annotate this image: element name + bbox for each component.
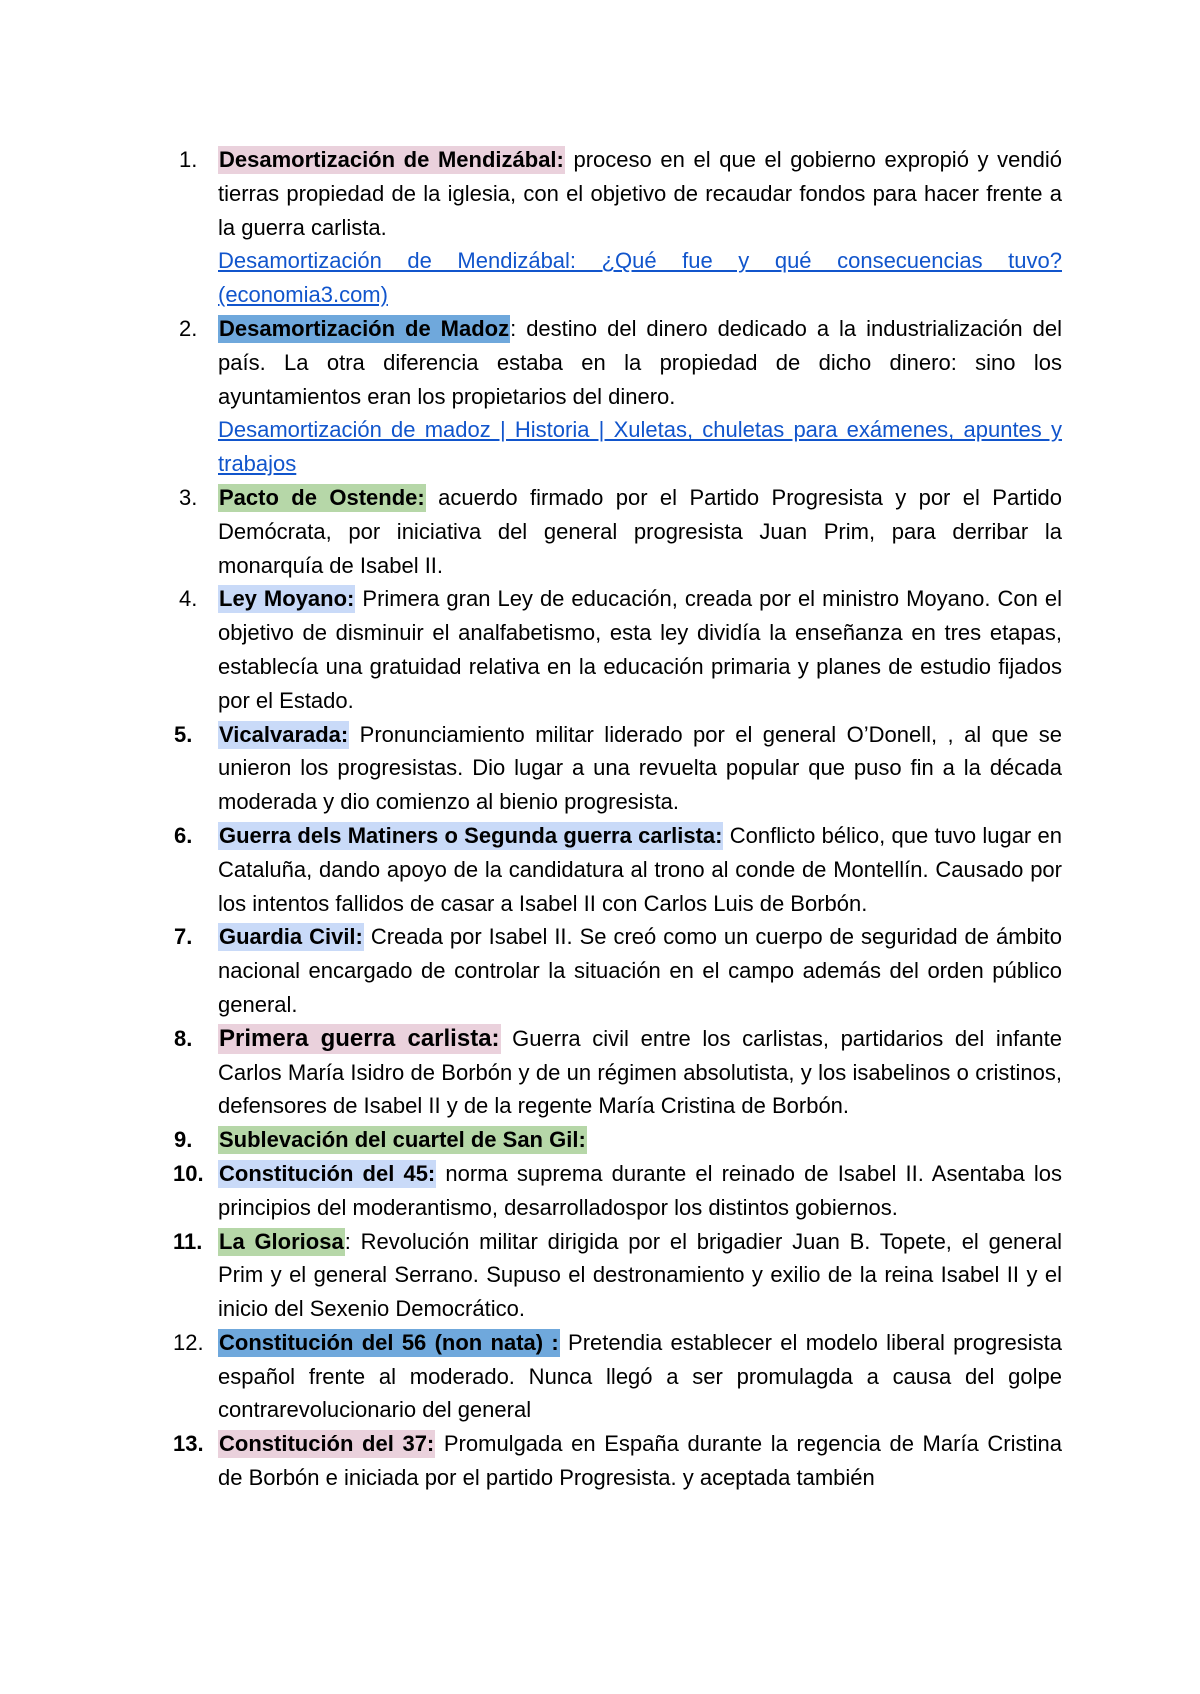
term-highlight: Pacto de Ostende: <box>219 484 425 510</box>
document-body <box>0 143 1200 1495</box>
term-highlight: Guardia Civil: <box>219 924 363 950</box>
term-highlight: Vicalvarada: <box>219 721 349 747</box>
list-item <box>173 1326 1062 1427</box>
list-item <box>179 143 1062 312</box>
term-highlight: Constitución del 37: <box>219 1431 435 1457</box>
item-number: 3. <box>179 484 198 510</box>
list-item <box>173 1225 1062 1326</box>
list-item <box>174 1022 1062 1123</box>
item-definition: : destino del dinero dedicado a la industrialización del país. La otra diferencia estaba en la propiedad de dicho dinero: sino los ayuntamientos eran los propietarios del dinero. <box>218 315 1062 409</box>
item-definition: : Revolución militar dirigida por el brigadier Juan B. Topete, el general Prim y el general Serrano. Supuso el destronamiento y exilio de la reina Isabel II y el inicio del Sexenio Democrático. <box>218 1228 1062 1322</box>
item-number: 12. <box>173 1329 204 1355</box>
term-highlight: Sublevación del cuartel de San Gil: <box>219 1127 586 1153</box>
term-highlight: Constitución del 56 (non nata) : <box>219 1329 559 1355</box>
term-highlight: Guerra dels Matiners o Segunda guerra carlista: <box>219 822 723 848</box>
item-number: 1. <box>179 147 198 172</box>
item-definition: Pretendia establecer el modelo liberal progresista español frente al moderado. Nunca llegó a ser promulagda a causa del golpe contrarevolucionario del general <box>218 1329 1062 1423</box>
item-definition: proceso en el que el gobierno expropió y vendió tierras propiedad de la iglesia, con el objetivo de recaudar fondos para hacer frente a la guerra carlista. <box>218 147 1062 240</box>
list-item <box>173 1427 1062 1495</box>
item-definition: Guerra civil entre los carlistas, partidarios del infante Carlos María Isidro de Borbón y de un régimen absolutista, y los isabelinos o cristinos, defensores de Isabel II y de la regente María Cristina de Borbón. <box>218 1025 1062 1119</box>
list-item <box>173 1157 1062 1225</box>
reference-link[interactable]: Desamortización de madoz | Historia | Xuletas, chuletas para exámenes, apuntes y trabajos <box>218 417 1062 477</box>
item-number: 10. <box>173 1160 204 1186</box>
list-item <box>179 312 1062 481</box>
item-number: 8. <box>174 1025 193 1051</box>
term-highlight: Desamortización de Mendizábal: <box>219 147 564 172</box>
item-number: 13. <box>173 1431 204 1457</box>
item-definition: Promulgada en España durante la regencia de María Cristina de Borbón e iniciada por el partido Progresista. y aceptada también <box>218 1431 1062 1491</box>
item-number: 2. <box>179 315 198 341</box>
term-highlight: Ley Moyano: <box>219 586 355 612</box>
list-item <box>174 718 1062 819</box>
item-definition: acuerdo firmado por el Partido Progresista y por el Partido Demócrata, por iniciativa del general progresista Juan Prim, para derribar la monarquía de Isabel II. <box>218 484 1062 578</box>
list-item <box>174 1123 1062 1157</box>
reference-link[interactable]: Desamortización de Mendizábal: ¿Qué fue y qué consecuencias tuvo? (economia3.com) <box>218 248 1062 308</box>
list-item <box>174 819 1063 920</box>
term-highlight: Desamortización de Madoz <box>219 315 510 341</box>
term-highlight: La Gloriosa <box>219 1228 344 1254</box>
item-definition: Primera gran Ley de educación, creada por el ministro Moyano. Con el objetivo de disminuir el analfabetismo, esta ley dividía la enseñanza en tres etapas, establecía una gratuidad relativa en la educación primaria y planes de estudio fijados por el Estado. <box>218 586 1062 713</box>
item-definition: Pronunciamiento militar liderado por el general O’Donell, , al que se unieron los progresistas. Dio lugar a una revuelta popular que puso fin a la década moderada y dio comienzo al bienio progresista. <box>218 721 1062 815</box>
item-number: 4. <box>179 586 198 612</box>
item-number: 11. <box>173 1228 203 1254</box>
list-item <box>179 481 1062 582</box>
term-highlight: Constitución del 45: <box>219 1160 436 1186</box>
item-number: 9. <box>174 1127 193 1153</box>
list-item <box>179 582 1062 717</box>
item-definition: Conflicto bélico, que tuvo lugar en Cataluña, dando apoyo de la candidatura al trono al conde de Montellín. Causado por los intentos fallidos de casar a Isabel II con Carlos Luis de Borbón. <box>218 822 1063 916</box>
item-definition: norma suprema durante el reinado de Isabel II. Asentaba los principios del moderantismo, desarrolladospor los distintos gobiernos. <box>218 1160 1062 1220</box>
list-item <box>174 920 1062 1021</box>
item-definition: Creada por Isabel II. Se creó como un cuerpo de seguridad de ámbito nacional encargado de controlar la situación en el campo además del orden público general. <box>218 924 1062 1017</box>
item-number: 7. <box>174 924 193 950</box>
item-number: 6. <box>174 822 193 848</box>
term-highlight: Primera guerra carlista: <box>219 1024 500 1052</box>
item-number: 5. <box>174 721 193 747</box>
